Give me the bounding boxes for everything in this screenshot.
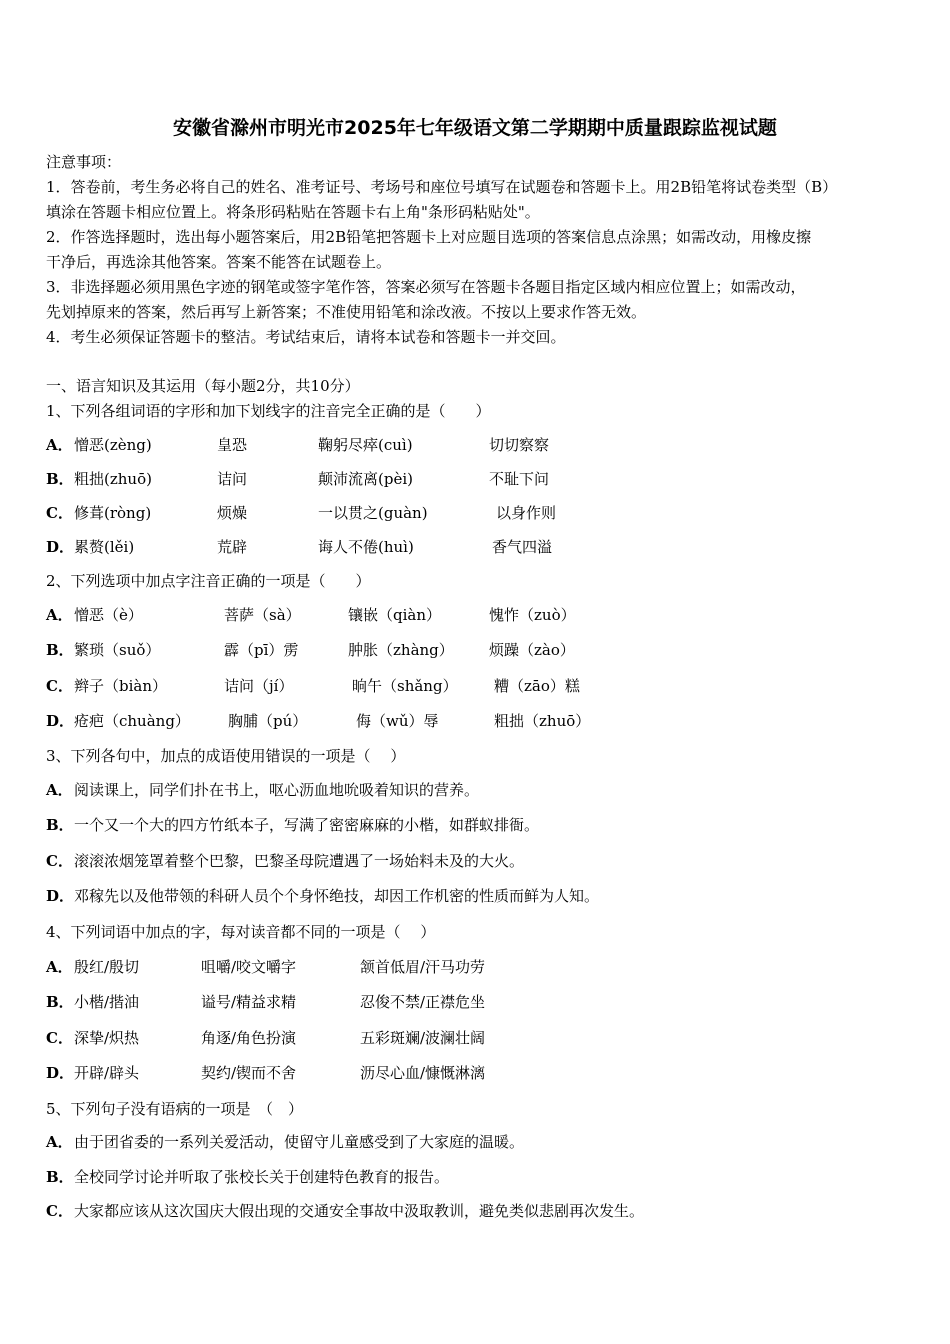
option-label: D． [46, 712, 75, 730]
option-item: 诘问（jí） [224, 677, 294, 695]
option-item: 颠沛流离(pèi) [318, 470, 413, 488]
option-item: 谥号/精益求精 [201, 993, 297, 1011]
option-label: B． [46, 1168, 74, 1186]
option-item: 五彩斑斓/波澜壮阔 [360, 1029, 486, 1047]
option-item: 憎恶(zèng) [74, 436, 152, 454]
notice-line: 4．考生必须保证答题卡的整洁。考试结束后，请将本试卷和答题卡一并交回。 [46, 328, 566, 346]
option-item: 香气四溢 [492, 538, 553, 556]
option-item: 胸脯（pú） [228, 712, 308, 730]
section-heading: 一、语言知识及其运用（每小题2分，共10分） [46, 377, 360, 395]
option-item: 颔首低眉/汗马功劳 [360, 958, 486, 976]
option-item: 殷红/殷切 [74, 958, 140, 976]
option-item: 辫子（biàn） [74, 677, 168, 695]
option-item: 累赘(lěi) [74, 538, 135, 556]
option-item: 憎恶（è） [74, 606, 143, 624]
option-item: 契约/锲而不舍 [201, 1064, 297, 1082]
option-item: 深挚/炽热 [74, 1029, 140, 1047]
option-item: 开辟/辟头 [74, 1064, 140, 1082]
option-item: 沥尽心血/慷慨淋漓 [360, 1064, 486, 1082]
option-item: 烦燥 [217, 504, 248, 522]
option-item: 修葺(ròng) [74, 504, 152, 522]
option-label: B． [46, 470, 74, 488]
option-item: 忍俊不禁/正襟危坐 [360, 993, 486, 1011]
option-item: 菩萨（sà） [224, 606, 301, 624]
question-stem-3: 3、下列各句中，加点的成语使用错误的一项是（ ） [46, 747, 406, 765]
option-label: B． [46, 816, 74, 834]
option-item: 咀嚼/咬文嚼字 [201, 958, 297, 976]
option-item: 糟（zāo）糕 [494, 677, 580, 695]
option-label: A． [46, 958, 73, 976]
notice-line: 3．非选择题必须用黑色字迹的钢笔或签字笔作答，答案必须写在答题卡各题目指定区域内相应位置上；如需改动， [46, 278, 806, 296]
option-label: B． [46, 993, 74, 1011]
option-item: 诘问 [217, 470, 248, 488]
option-item: 疮疤（chuàng） [74, 712, 190, 730]
question-stem-2: 2、下列选项中加点字注音正确的一项是（ ） [46, 572, 371, 590]
option-label: D． [46, 887, 75, 905]
question-stem-1: 1、下列各组词语的字形和加下划线字的注音完全正确的是（ ） [46, 402, 491, 420]
option-item: 镶嵌（qiàn） [348, 606, 442, 624]
option-item: 霹（pī）雳 [224, 641, 299, 659]
option-item: 肿胀（zhàng） [348, 641, 454, 659]
option-label: C． [46, 677, 73, 695]
option-item: 皇恐 [217, 436, 248, 454]
option-label: A． [46, 781, 73, 799]
notice-line: 1．答卷前，考生务必将自己的姓名、准考证号、考场号和座位号填写在试题卷和答题卡上。用2B铅笔将试卷类型（B） [46, 178, 838, 196]
option-text: 一个又一个大的四方竹纸本子，写满了密密麻麻的小楷，如群蚁排衙。 [74, 816, 540, 834]
option-item: 粗拙（zhuō） [494, 712, 591, 730]
option-item: 烦躁（zào） [489, 641, 575, 659]
option-label: C． [46, 1202, 73, 1220]
question-stem-5: 5、下列句子没有语病的一项是 （ ） [46, 1100, 304, 1118]
notice-heading: 注意事项： [46, 153, 122, 171]
option-label: D． [46, 1064, 75, 1082]
option-item: 鞠躬尽瘁(cuì) [318, 436, 413, 454]
option-item: 以身作则 [496, 504, 557, 522]
option-item: 繁琐（suǒ） [74, 641, 161, 659]
option-label: C． [46, 852, 73, 870]
notice-line: 干净后，再选涂其他答案。答案不能答在试题卷上。 [46, 253, 392, 271]
option-item: 粗拙(zhuō) [74, 470, 152, 488]
notice-line: 填涂在答题卡相应位置上。将条形码粘贴在答题卡右上角"条形码粘贴处"。 [46, 203, 540, 221]
option-text: 滚滚浓烟笼罩着整个巴黎，巴黎圣母院遭遇了一场始料未及的大火。 [74, 852, 525, 870]
option-item: 不耻下问 [489, 470, 550, 488]
option-item: 诲人不倦(huì) [318, 538, 414, 556]
option-item: 晌午（shǎng） [352, 677, 458, 695]
option-text: 阅读课上，同学们扑在书上，呕心沥血地吮吸着知识的营养。 [74, 781, 480, 799]
option-item: 侮（wǔ）辱 [356, 712, 439, 730]
option-label: D． [46, 538, 75, 556]
option-label: A． [46, 436, 73, 454]
notice-line: 先划掉原来的答案，然后再写上新答案；不准使用铅笔和涂改液。不按以上要求作答无效。 [46, 303, 647, 321]
option-label: A． [46, 1133, 73, 1151]
option-text: 大家都应该从这次国庆大假出现的交通安全事故中汲取教训，避免类似悲剧再次发生。 [74, 1202, 645, 1220]
option-label: C． [46, 504, 73, 522]
option-item: 荒辟 [217, 538, 248, 556]
option-label: A． [46, 606, 73, 624]
option-item: 一以贯之(guàn) [318, 504, 428, 522]
option-item: 角逐/角色扮演 [201, 1029, 297, 1047]
option-item: 愧怍（zuò） [489, 606, 576, 624]
option-text: 邓稼先以及他带领的科研人员个个身怀绝技，却因工作机密的性质而鲜为人知。 [74, 887, 600, 905]
notice-line: 2．作答选择题时，选出每小题答案后，用2B铅笔把答题卡上对应题目选项的答案信息点涂黑；如需改动，用橡皮擦 [46, 228, 812, 246]
option-label: C． [46, 1029, 73, 1047]
option-text: 全校同学讨论并听取了张校长关于创建特色教育的报告。 [74, 1168, 450, 1186]
question-stem-4: 4、下列词语中加点的字，每对读音都不同的一项是（ ） [46, 923, 436, 941]
option-item: 切切察察 [489, 436, 550, 454]
option-item: 小楷/揩油 [74, 993, 140, 1011]
option-label: B． [46, 641, 74, 659]
option-text: 由于团省委的一系列关爱活动，使留守儿童感受到了大家庭的温暖。 [74, 1133, 525, 1151]
page-title: 安徽省滁州市明光市2025年七年级语文第二学期期中质量跟踪监视试题 [173, 117, 777, 139]
